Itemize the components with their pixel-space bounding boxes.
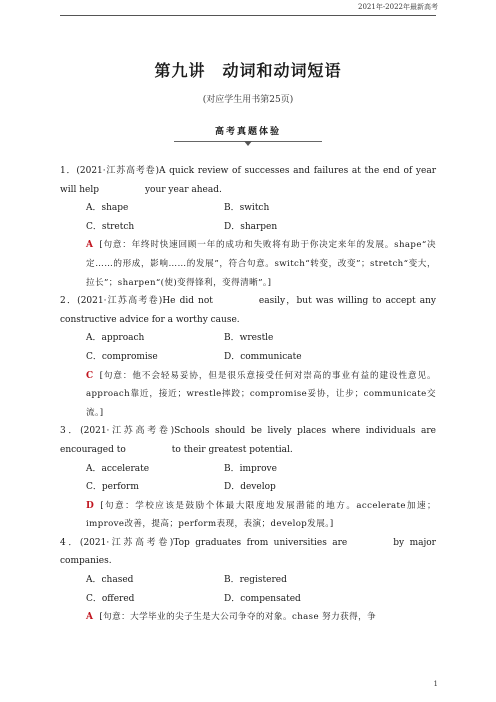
option-c: C．compromise xyxy=(86,351,158,362)
option-b: B．improve xyxy=(224,463,277,474)
option-list xyxy=(86,199,436,236)
option-b: B．wrestle xyxy=(224,333,274,344)
option-a: A．shape xyxy=(86,203,129,214)
question-stem xyxy=(60,162,436,199)
running-header: 2021年-2022年最新高考 xyxy=(358,3,438,11)
section-heading: 高考真题体验 xyxy=(214,127,281,137)
stem-text: ．(2021·江苏高考卷)A quick review of successes and failures at the end of year will help xyxy=(60,166,436,195)
option-list xyxy=(86,571,436,608)
explanation-text: [句意：年终时快速回顾一年的成功和失败将有助于你决定来年的发展。shape“决定……的形成，影响……的发展”，符合句意。switch“转变，改变”；stretch“变大，拉长”；sharpen“(使)变得锋利，变得清晰”。] xyxy=(86,240,436,288)
chapter-subtitle: (对应学生用书第25页) xyxy=(202,95,294,105)
chapter-title: 第九讲 动词和动词短语 xyxy=(154,61,342,80)
question-4 xyxy=(60,534,436,627)
option-a: A．accelerate xyxy=(86,463,150,474)
stem-text: by major companies. xyxy=(60,537,436,567)
explanation-text: [句意：大学毕业的尖子生是大公司争夺的对象。chase 努力获得，争 xyxy=(99,612,377,623)
option-c: C．stretch xyxy=(86,221,135,232)
stem-text: ．(2021·江苏高考卷)He did not xyxy=(65,296,213,307)
option-c: C．offered xyxy=(86,593,135,604)
explanation-text: [句意：学校应该是鼓励个体最大限度地发展潜能的地方。accelerate加速；improve改善，提高；perform表现，表演；develop发展。] xyxy=(86,500,436,530)
question-number: 1 xyxy=(60,166,66,176)
header-rule xyxy=(60,15,436,16)
option-d: D．compensated xyxy=(224,593,301,604)
answer-explanation xyxy=(86,367,436,423)
option-list xyxy=(86,329,436,366)
question-2 xyxy=(60,292,436,422)
question-stem xyxy=(60,292,436,329)
option-d: D．sharpen xyxy=(224,221,278,232)
stem-text: to their greatest potential. xyxy=(171,444,293,455)
answer-explanation xyxy=(86,608,436,627)
answer-letter: A xyxy=(86,612,94,623)
option-a: A．approach xyxy=(86,333,145,344)
question-list xyxy=(60,162,436,627)
question-3 xyxy=(60,422,436,534)
option-c: C．perform xyxy=(86,482,139,493)
stem-text: ．(2021·江苏高考卷)Schools should be lively places where individuals are encouraged to xyxy=(60,426,436,455)
stem-text: your year ahead. xyxy=(144,184,222,195)
section-triangle-icon xyxy=(244,141,252,146)
stem-text: ．(2021·江苏高考卷)Top graduates from universities are xyxy=(65,537,348,548)
question-number: 2 xyxy=(60,296,66,307)
question-1 xyxy=(60,162,436,292)
answer-letter: C xyxy=(86,370,94,381)
option-a: A．chased xyxy=(86,575,134,586)
answer-letter: D xyxy=(86,500,95,511)
option-b: B．registered xyxy=(224,575,287,586)
answer-explanation xyxy=(86,236,436,292)
explanation-text: [句意：他不会轻易妥协，但是很乐意接受任何对崇高的事业有益的建设性意见。approach靠近，接近；wrestle摔跤；compromise妥协，让步；communicate交流。] xyxy=(86,370,436,418)
answer-letter: A xyxy=(86,240,94,251)
stem-text: easily，but was willing to accept any constructive advice for a worthy cause. xyxy=(60,296,437,325)
option-d: D．communicate xyxy=(224,351,302,362)
question-number: 4 xyxy=(60,537,66,548)
option-b: B．switch xyxy=(224,203,270,214)
option-d: D．develop xyxy=(224,482,276,493)
option-list xyxy=(86,460,436,497)
answer-explanation xyxy=(86,497,436,534)
question-number: 3 xyxy=(60,426,66,437)
question-stem xyxy=(60,422,436,459)
question-stem xyxy=(60,534,436,571)
page-number: 1 xyxy=(433,680,438,688)
